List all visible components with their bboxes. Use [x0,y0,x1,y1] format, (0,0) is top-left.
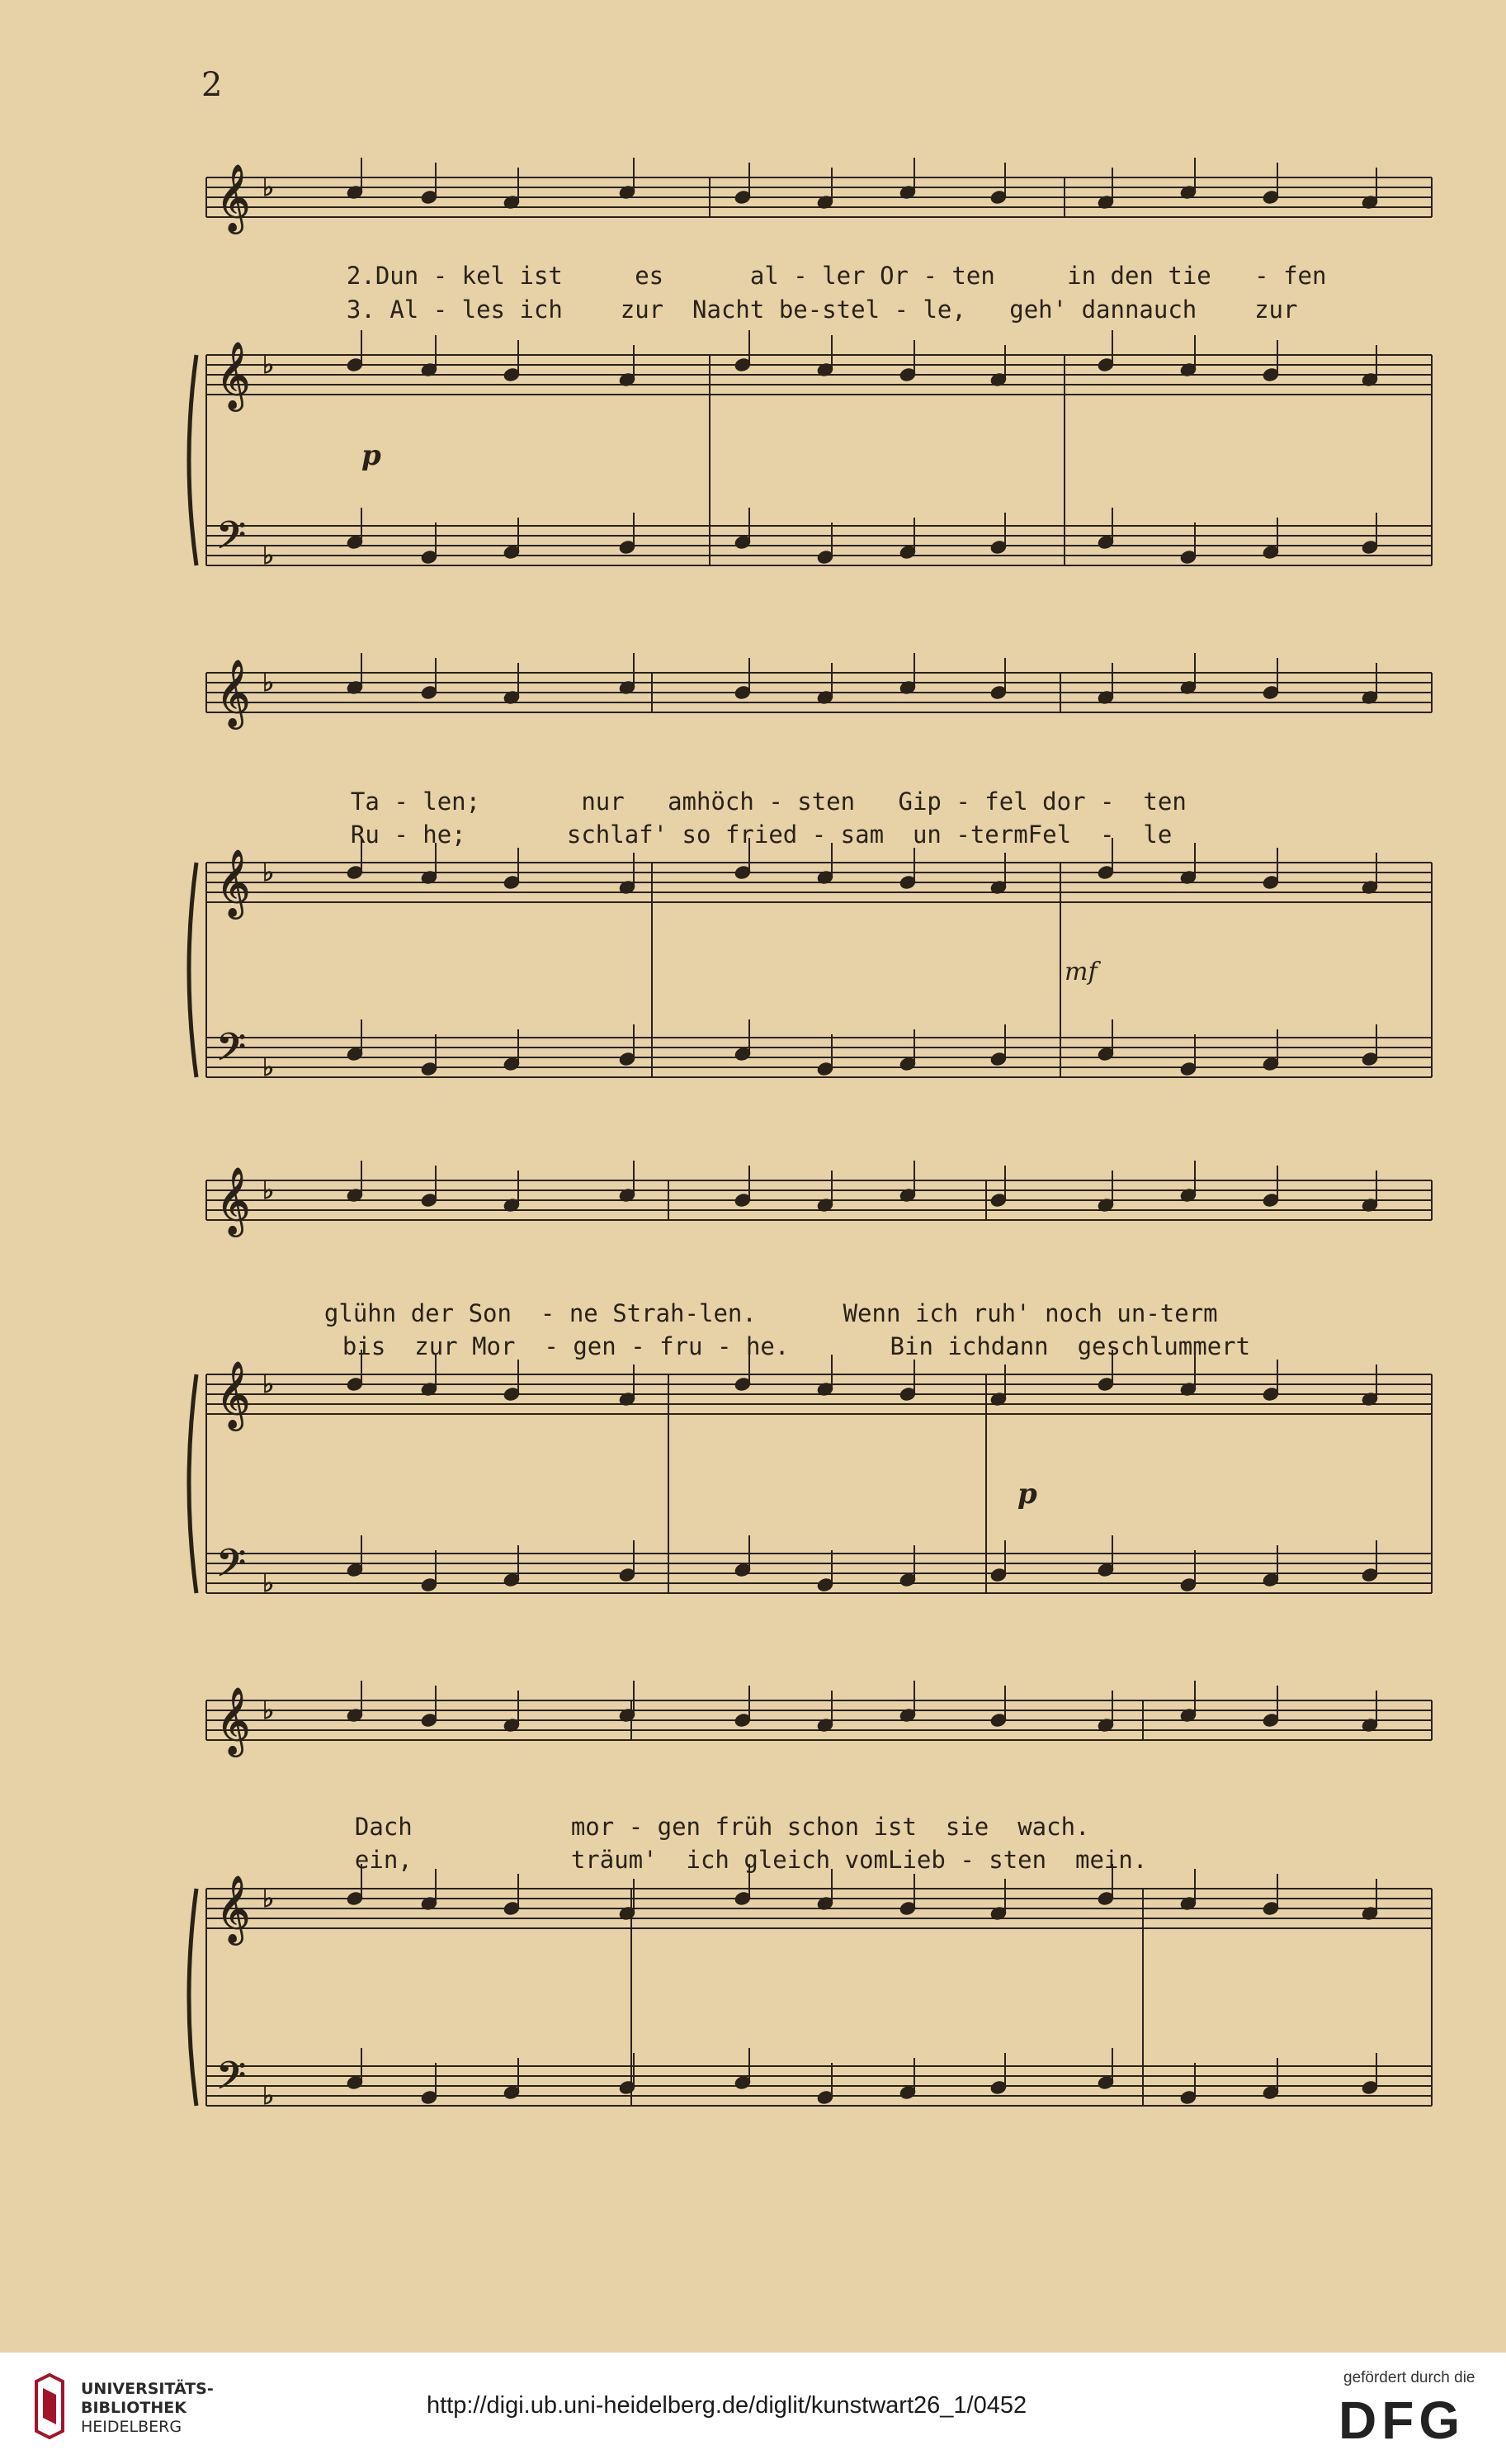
flat-icon: ♭ [262,1885,275,1913]
page-number: 2 [201,66,223,104]
flat-icon: ♭ [262,1053,275,1082]
lyric-line-s2-v2: Ta - len; nur amhöch - sten Gip - fel dor - ten [350,787,1187,816]
flat-icon: ♭ [262,1176,275,1205]
flat-icon: ♭ [262,542,275,570]
lyric-line-s1-v2: 2.Dun - kel ist es al - ler Or - ten in den tie - fen [346,262,1327,290]
flat-icon: ♭ [262,1569,275,1598]
dynamic-marking: p [1017,1478,1037,1511]
brace [189,1889,196,2106]
lyric-line-s4-v2: Dach mor - gen früh schon ist sie wach. [354,1813,1090,1841]
dynamic-marking: mf [1065,958,1098,986]
funded-by-label: gefördert durch die [1343,2369,1475,2386]
treble-clef-icon: 𝄞 [216,1166,251,1234]
flat-icon: ♭ [262,669,275,698]
lyric-line-s3-v2: glühn der Son - ne Strah-len. Wenn ich ruh' noch un-term [323,1299,1218,1327]
lyric-line-s4-v3: ein, träum' ich gleich vomLieb - sten mein. [354,1846,1148,1874]
brace [189,1374,196,1593]
treble-clef-icon: 𝄞 [216,341,251,409]
treble-clef-icon: 𝄞 [216,163,251,231]
flat-icon: ♭ [262,1370,275,1399]
lyric-line-s1-v3: 3. Al - les ich zur Nacht be-stel - le, geh' dannauch zur [346,296,1298,324]
bass-clef-icon: 𝄢 [216,2054,247,2107]
flat-icon: ♭ [262,2082,275,2111]
flat-icon: ♭ [262,858,275,887]
brace [189,863,196,1077]
bass-clef-icon: 𝄢 [216,1541,247,1595]
dynamic-marking: p [361,439,381,472]
bass-clef-icon: 𝄢 [216,513,247,567]
bass-clef-icon: 𝄢 [216,1025,247,1079]
treble-clef-icon: 𝄞 [216,849,251,916]
library-logo-icon [33,2373,66,2439]
lyric-line-s2-v3: Ru - he; schlaf' so fried - sam un -termFel - le [350,821,1173,849]
brace [189,355,196,565]
treble-clef-icon: 𝄞 [216,1686,251,1754]
treble-clef-icon: 𝄞 [216,659,251,726]
treble-clef-icon: 𝄞 [216,1360,251,1428]
lyric-line-s3-v3: bis zur Mor - gen - fru - he. Bin ichdann geschlummert [342,1332,1251,1360]
flat-icon: ♭ [262,1696,275,1725]
library-name: UNIVERSITÄTS- BIBLIOTHEK HEIDELBERG [81,2380,214,2436]
source-url[interactable]: http://digi.ub.uni-heidelberg.de/diglit/kunstwart26_1/0452 [427,2392,1027,2419]
dfg-logo: DFG [1338,2391,1466,2450]
treble-clef-icon: 𝄞 [216,1875,251,1942]
flat-icon: ♭ [262,173,275,202]
flat-icon: ♭ [262,351,275,380]
